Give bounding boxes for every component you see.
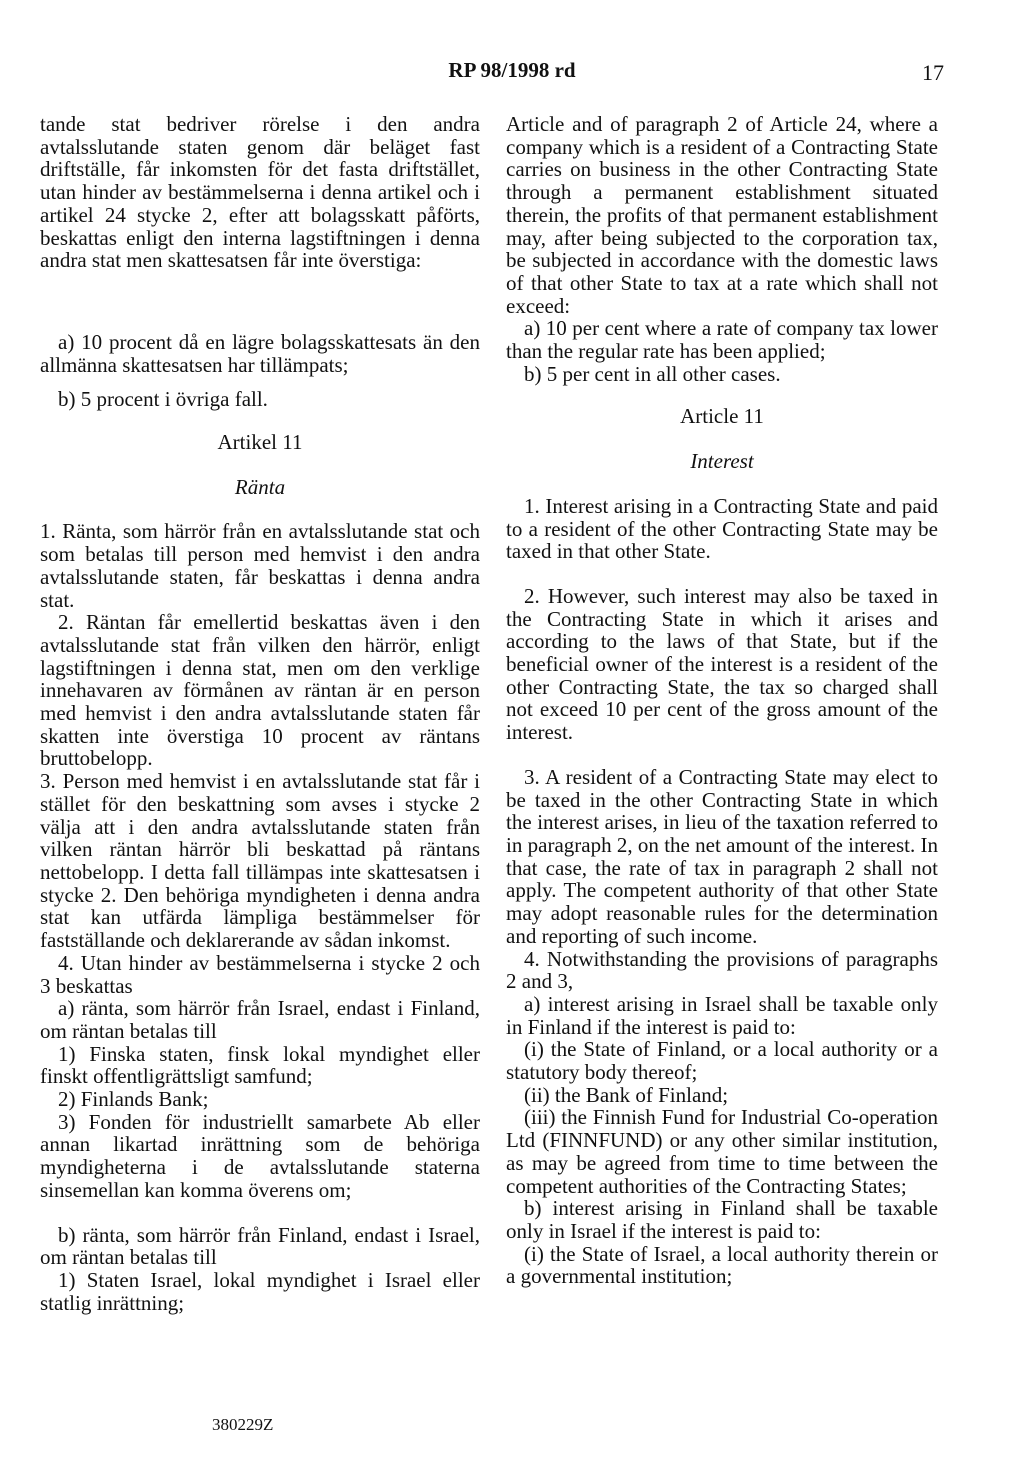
paragraph-2: 2. Räntan får emellertid beskattas även i den avtalsslutande stat från vilken den härrör, enligt lagstiftningen i denna stat, men om den verklige innehavaren av förmånen av räntan är en person med hemvist i den andra avtalsslutande staten får skatten inte överstiga 10 procent av räntans bruttobelopp. — [40, 610, 480, 771]
paragraph-4: 4. Utan hinder av bestämmelserna i stycke 2 och 3 beskattas — [40, 950, 480, 998]
paragraph-4b-1: 1) Staten Israel, lokal myndighet i Israel eller statlig inrättning; — [40, 1267, 480, 1315]
intro-paragraph: tande stat bedriver rörelse i den andra avtalsslutande staten genom där beläget fast driftställe, får inkomsten för det fasta driftstället, utan hinder av bestämmelserna i denna artikel och i artikel 24 stycke 2, efter att bolagsskatt påförts, beskattas enligt den interna lagstiftningen i denna andra stat men skattesatsen får inte överstiga: — [40, 112, 480, 273]
item-b: b) 5 procent i övriga fall. — [58, 387, 268, 412]
paragraph-4: 4. Notwithstanding the provisions of paragraphs 2 and 3, — [506, 946, 938, 994]
footer-code: 380229Z — [212, 1415, 274, 1434]
paragraph-1: 1. Ränta, som härrör från en avtalsslutande stat och som betalas till person med hemvist i den andra avtalsslutande staten, får beskattas i denna andra stat. — [40, 519, 480, 612]
item-a: a) 10 per cent where a rate of company tax lower than the regular rate has been applied; — [506, 316, 938, 364]
paragraph-4a-2: 2) Finlands Bank; — [58, 1087, 209, 1112]
article-heading: Artikel 11 — [217, 430, 303, 455]
paragraph-2: 2. However, such interest may also be taxed in the Contracting State in which it arises and according to the laws of that State, but if the beneficial owner of the interest is a resident of the other Contracting State, the tax so charged shall not exceed 10 per cent of the gross amount of the interest. — [506, 583, 938, 745]
article-title: Interest — [690, 449, 754, 474]
intro-paragraph: Article and of paragraph 2 of Article 24, where a company which is a resident of a Contracting State carries on business in the other Contracting State through a permanent establishment situated therein, the profits of that permanent establishment may, after being subjected to the corporation tax, be subjected in accordance with the domestic laws of that other State to tax at a rate which shall not exceed: — [506, 112, 938, 318]
paragraph-3: 3. Person med hemvist i en avtalsslutande stat får i stället för den beskattning som avses i stycke 2 välja att i den andra avtalsslutande staten från vilken räntan härrör bli beskattad på räntans nettobelopp. I detta fall tillämpas inte skattesatsen i stycke 2. Den behöriga myndigheten i denna andra stat kan utfärda lämpliga bestämmelser för fastställande och deklarerande av sådan inkomst. — [40, 769, 480, 953]
paragraph-4a-3: 3) Fonden för industriellt samarbete Ab eller annan likartad inrättning som de behöriga myndigheterna i de avtalsslutande staterna sinsemellan kan komma överens om; — [40, 1109, 480, 1202]
document-reference: RP 98/1998 rd — [448, 58, 576, 82]
paragraph-4a-1: (i) the State of Finland, or a local authority or a statutory body thereof; — [506, 1037, 938, 1085]
item-b: b) 5 per cent in all other cases. — [524, 361, 781, 386]
paragraph-3: 3. A resident of a Contracting State may elect to be taxed in the other Contracting State in which the interest arises, in lieu of the taxation referred to in paragraph 2, on the net amount of the interest. In that case, the rate of tax in paragraph 2 shall not apply. The competent authority of that other State may adopt reasonable rules for the determination and reporting of such income. — [506, 764, 938, 948]
article-heading: Article 11 — [680, 404, 764, 429]
item-a: a) 10 procent då en lägre bolagsskattesats än den allmänna skattesatsen har tillämpats; — [40, 329, 480, 377]
page-number: 17 — [922, 60, 944, 85]
paragraph-4a-1: 1) Finska staten, finsk lokal myndighet eller finskt offentligrättsligt samfund; — [40, 1041, 480, 1089]
article-title: Ränta — [234, 474, 286, 499]
paragraph-4b: b) ränta, som härrör från Finland, endast i Israel, om räntan betalas till — [40, 1222, 480, 1270]
paragraph-4a-2: (ii) the Bank of Finland; — [524, 1082, 729, 1107]
swedish-column — [40, 113, 480, 1314]
paragraph-4b: b) interest arising in Finland shall be taxable only in Israel if the interest is paid to: — [506, 1196, 938, 1243]
paragraph-1: 1. Interest arising in a Contracting State and paid to a resident of the other Contracting State may be taxed in that other State. — [506, 493, 938, 564]
english-column — [506, 113, 938, 1288]
paragraph-4b-1: (i) the State of Israel, a local authority therein or a governmental institution; — [506, 1241, 938, 1289]
paragraph-4a-3: (iii) the Finnish Fund for Industrial Co-operation Ltd (FINNFUND) or any other similar institution, as may be agreed from time to time between the competent authorities of the Contracting States; — [506, 1105, 938, 1198]
paragraph-4a: a) ränta, som härrör från Israel, endast i Finland, om räntan betalas till — [40, 996, 480, 1043]
paragraph-4a: a) interest arising in Israel shall be taxable only in Finland if the interest is paid to: — [506, 991, 938, 1039]
